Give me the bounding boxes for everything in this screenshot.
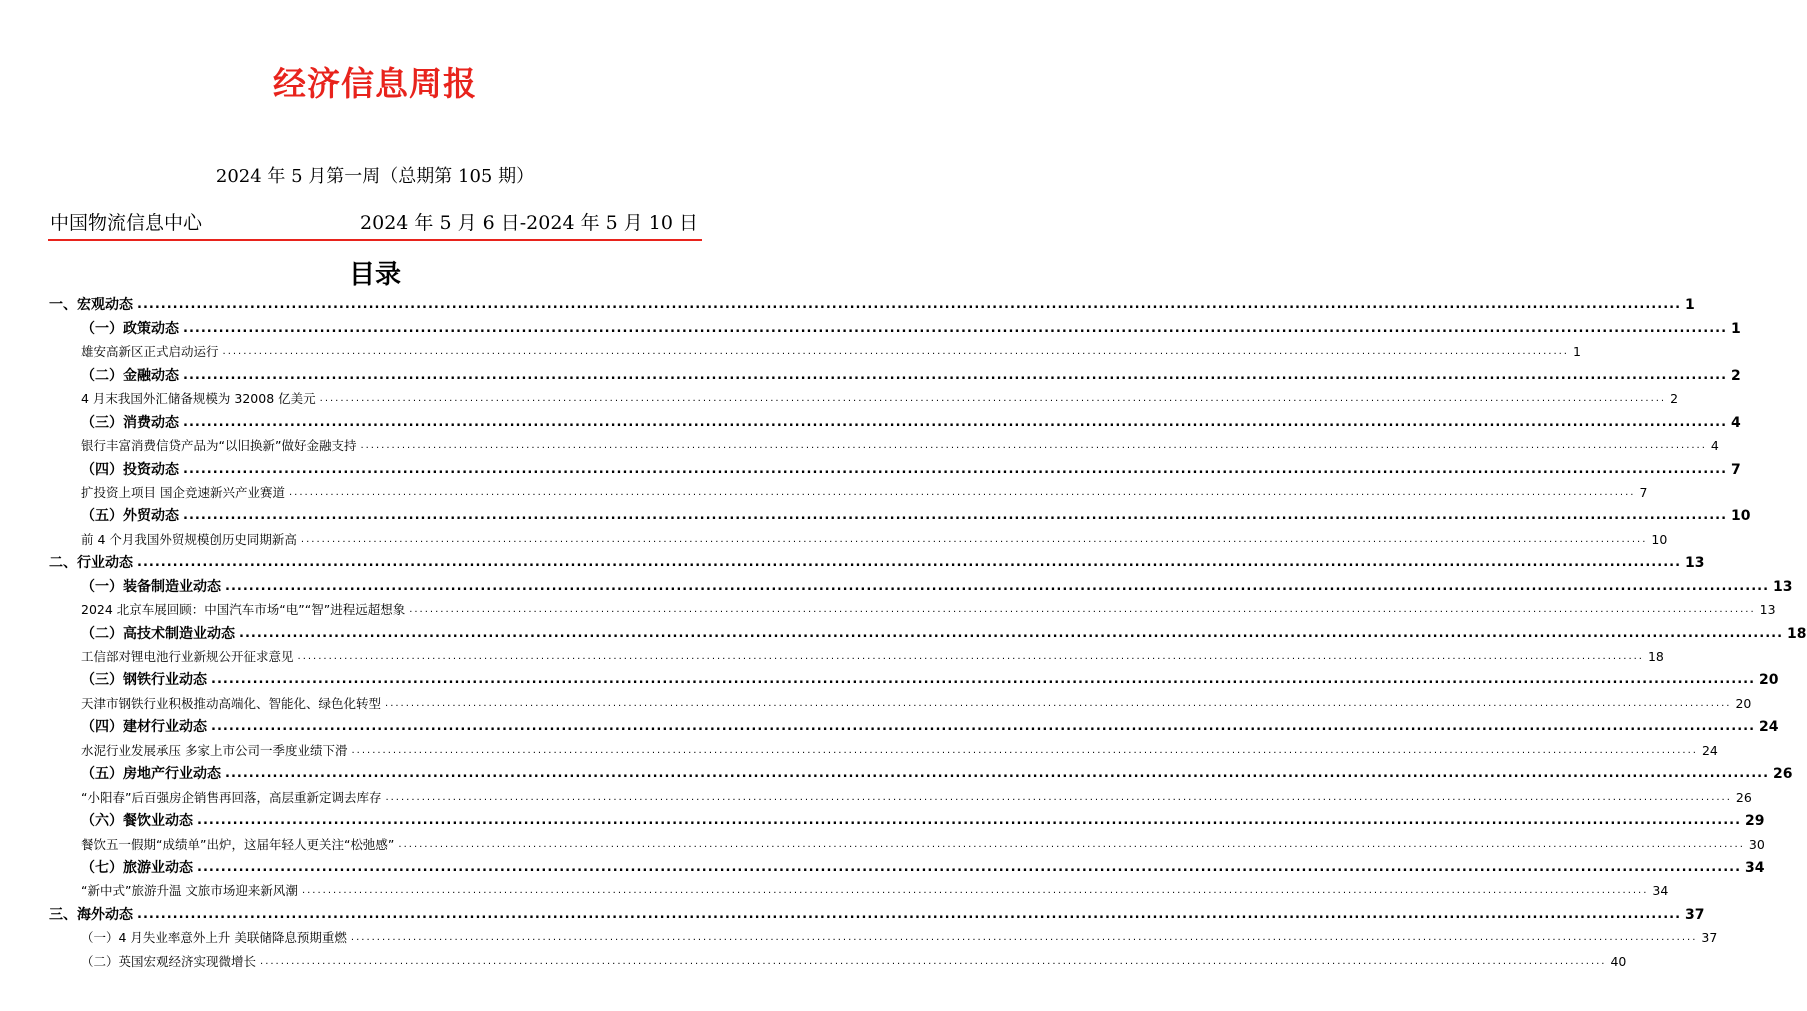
toc-leader-dots: ....................................................................................................................................................................................................................................................................: [288, 486, 1636, 498]
report-title: 经济信息周报: [273, 64, 477, 103]
toc-entry-title: （三）钢铁行业动态: [81, 672, 207, 689]
toc-entry[interactable]: [49, 643, 1664, 666]
toc-entry[interactable]: [49, 924, 1718, 947]
toc-leader-dots: ....................................................................................................................................................................................................................................................................: [137, 297, 1682, 313]
toc-page-number: 37: [1701, 930, 1718, 946]
toc-page-number: 24: [1701, 742, 1718, 758]
toc-page-number: 34: [1652, 883, 1669, 899]
toc-entry[interactable]: [49, 525, 1668, 548]
issue-line: 2024 年 5 月第一周（总期第 105 期）: [215, 166, 535, 187]
toc-entry[interactable]: [49, 854, 1765, 877]
toc-leader-dots: ....................................................................................................................................................................................................................................................................: [385, 791, 1732, 803]
toc-page-number: 7: [1731, 461, 1741, 478]
toc-leader-dots: ....................................................................................................................................................................................................................................................................: [183, 367, 1728, 383]
toc-page-number: 26: [1735, 789, 1752, 805]
toc-entry[interactable]: [49, 619, 1807, 642]
toc-page-number: 1: [1731, 320, 1741, 337]
toc-entry[interactable]: [49, 361, 1741, 384]
toc-leader-dots: ....................................................................................................................................................................................................................................................................: [197, 859, 1742, 875]
toc-leader-dots: ....................................................................................................................................................................................................................................................................: [239, 625, 1784, 641]
toc-leader-dots: ....................................................................................................................................................................................................................................................................: [183, 461, 1728, 477]
toc-leader-dots: ....................................................................................................................................................................................................................................................................: [183, 508, 1728, 524]
toc-leader-dots: ....................................................................................................................................................................................................................................................................: [409, 604, 1756, 616]
toc-leader-dots: ....................................................................................................................................................................................................................................................................: [183, 414, 1728, 430]
toc-entry-title: 扩投资上项目 国企竞速新兴产业赛道: [81, 484, 285, 500]
toc-page-number: 10: [1651, 531, 1668, 547]
toc-entry[interactable]: [49, 900, 1705, 923]
toc-leader-dots: ....................................................................................................................................................................................................................................................................: [137, 555, 1682, 571]
toc-entry-title: 三、海外动态: [49, 906, 133, 923]
toc-page-number: 2: [1670, 391, 1679, 407]
toc-leader-dots: ....................................................................................................................................................................................................................................................................: [197, 813, 1742, 829]
toc-page-number: 34: [1745, 859, 1765, 876]
toc-leader-dots: ....................................................................................................................................................................................................................................................................: [300, 533, 1648, 545]
toc-entry-title: （四）建材行业动态: [81, 719, 207, 736]
toc-entry-title: （五）外贸动态: [81, 508, 179, 525]
toc-page-number: 13: [1773, 578, 1793, 595]
toc-page-number: 18: [1647, 649, 1664, 664]
toc-entry[interactable]: [49, 338, 1581, 361]
date-range: 2024 年 5 月 6 日-2024 年 5 月 10 日: [360, 212, 698, 234]
toc-entry-title: 雄安高新区正式启动运行: [81, 344, 219, 360]
toc-entry-title: 水泥行业发展承压 多家上市公司一季度业绩下滑: [81, 742, 348, 758]
toc-entry[interactable]: [49, 689, 1752, 712]
toc-leader-dots: ....................................................................................................................................................................................................................................................................: [222, 346, 1569, 358]
toc-page-number: 4: [1710, 438, 1719, 454]
toc-entry-title: 4 月末我国外汇储备规模为 32008 亿美元: [81, 391, 316, 407]
toc-entry-title: 天津市钢铁行业积极推动高端化、智能化、绿色化转型: [81, 695, 382, 711]
toc-entry[interactable]: [49, 596, 1776, 619]
toc-page-number: 1: [1572, 344, 1581, 360]
toc-entry[interactable]: [49, 502, 1751, 525]
toc-page-number: 13: [1685, 555, 1705, 572]
toc-page-number: 10: [1731, 508, 1751, 525]
toc-entry-title: 一、宏观动态: [49, 297, 133, 314]
toc-entry[interactable]: [49, 783, 1752, 806]
toc-page-number: 7: [1639, 484, 1648, 500]
toc-page-number: 37: [1685, 906, 1705, 923]
toc-entry-title: （七）旅游业动态: [81, 859, 193, 876]
toc-entry[interactable]: [49, 713, 1779, 736]
toc-entry[interactable]: [49, 479, 1648, 502]
toc-leader-dots: ....................................................................................................................................................................................................................................................................: [137, 906, 1682, 922]
toc-entry[interactable]: [49, 432, 1719, 455]
toc-entry-title: 前 4 个月我国外贸规模创历史同期新高: [81, 531, 297, 547]
toc-entry-title: （一）政策动态: [81, 320, 179, 337]
toc-entry-title: （二）英国宏观经济实现微增长: [81, 953, 257, 969]
toc-heading: 目录: [348, 260, 401, 290]
toc-entry-title: （三）消费动态: [81, 414, 179, 431]
toc-page-number: 2: [1731, 367, 1741, 384]
toc-entry[interactable]: [49, 314, 1741, 337]
toc-entry-title: （一）装备制造业动态: [81, 578, 221, 595]
table-of-contents: [49, 291, 1807, 971]
toc-entry[interactable]: [49, 760, 1793, 783]
toc-entry[interactable]: [49, 385, 1679, 408]
toc-leader-dots: ....................................................................................................................................................................................................................................................................: [225, 578, 1770, 594]
toc-entry[interactable]: [49, 830, 1765, 853]
toc-leader-dots: ....................................................................................................................................................................................................................................................................: [385, 697, 1732, 709]
toc-entry-title: （二）金融动态: [81, 367, 179, 384]
toc-leader-dots: ....................................................................................................................................................................................................................................................................: [301, 885, 1649, 897]
toc-page-number: 18: [1787, 625, 1807, 642]
toc-leader-dots: ....................................................................................................................................................................................................................................................................: [319, 393, 1667, 405]
toc-entry-title: 餐饮五一假期“成绩单”出炉，这届年轻人更关注“松弛感”: [81, 836, 395, 852]
toc-entry-title: （六）餐饮业动态: [81, 813, 193, 830]
toc-leader-dots: ....................................................................................................................................................................................................................................................................: [211, 672, 1756, 688]
toc-entry[interactable]: [49, 807, 1765, 830]
toc-leader-dots: ....................................................................................................................................................................................................................................................................: [398, 838, 1745, 850]
toc-leader-dots: ....................................................................................................................................................................................................................................................................: [351, 744, 1698, 756]
toc-entry[interactable]: [49, 666, 1779, 689]
toc-entry-title: （二）高技术制造业动态: [81, 625, 235, 642]
toc-entry[interactable]: [49, 736, 1718, 759]
toc-leader-dots: ....................................................................................................................................................................................................................................................................: [360, 440, 1707, 452]
toc-entry[interactable]: [49, 291, 1695, 314]
toc-entry[interactable]: [49, 549, 1705, 572]
toc-entry[interactable]: [49, 455, 1741, 478]
toc-leader-dots: ....................................................................................................................................................................................................................................................................: [183, 320, 1728, 336]
toc-entry-title: （五）房地产行业动态: [81, 766, 221, 783]
toc-entry-title: （四）投资动态: [81, 461, 179, 478]
toc-leader-dots: ....................................................................................................................................................................................................................................................................: [211, 719, 1756, 735]
toc-page-number: 1: [1685, 297, 1695, 314]
toc-page-number: 40: [1610, 953, 1627, 969]
toc-entry-title: 2024 北京车展回顾：中国汽车市场“电”“智”进程远超想象: [81, 602, 406, 618]
toc-page-number: 29: [1745, 813, 1765, 830]
toc-leader-dots: ....................................................................................................................................................................................................................................................................: [260, 955, 1607, 967]
toc-page-number: 26: [1773, 766, 1793, 783]
toc-entry-title: “新中式”旅游升温 文旅市场迎来新风潮: [81, 883, 298, 899]
toc-page-number: 13: [1759, 602, 1776, 618]
toc-page-number: 20: [1735, 695, 1752, 711]
organization-name: 中国物流信息中心: [50, 212, 203, 234]
toc-entry[interactable]: [49, 572, 1793, 595]
toc-page-number: 4: [1731, 414, 1741, 431]
toc-entry[interactable]: [49, 408, 1741, 431]
toc-entry[interactable]: [49, 877, 1669, 900]
toc-entry-title: 工信部对锂电池行业新规公开征求意见: [81, 649, 294, 664]
toc-page-number: 30: [1748, 836, 1765, 852]
toc-entry-title: “小阳春”后百强房企销售再回落，高层重新定调去库存: [81, 789, 382, 805]
toc-leader-dots: ....................................................................................................................................................................................................................................................................: [350, 932, 1698, 944]
toc-leader-dots: ....................................................................................................................................................................................................................................................................: [297, 651, 1644, 662]
toc-page-number: 20: [1759, 672, 1779, 689]
toc-leader-dots: ....................................................................................................................................................................................................................................................................: [225, 766, 1770, 782]
toc-entry[interactable]: [49, 947, 1627, 970]
toc-entry-title: 二、行业动态: [49, 555, 133, 572]
toc-page-number: 24: [1759, 719, 1779, 736]
toc-entry-title: （一）4 月失业率意外上升 美联储降息预期重燃: [81, 930, 347, 946]
header-divider: [48, 239, 702, 241]
toc-entry-title: 银行丰富消费信贷产品为“以旧换新”做好金融支持: [81, 438, 357, 454]
